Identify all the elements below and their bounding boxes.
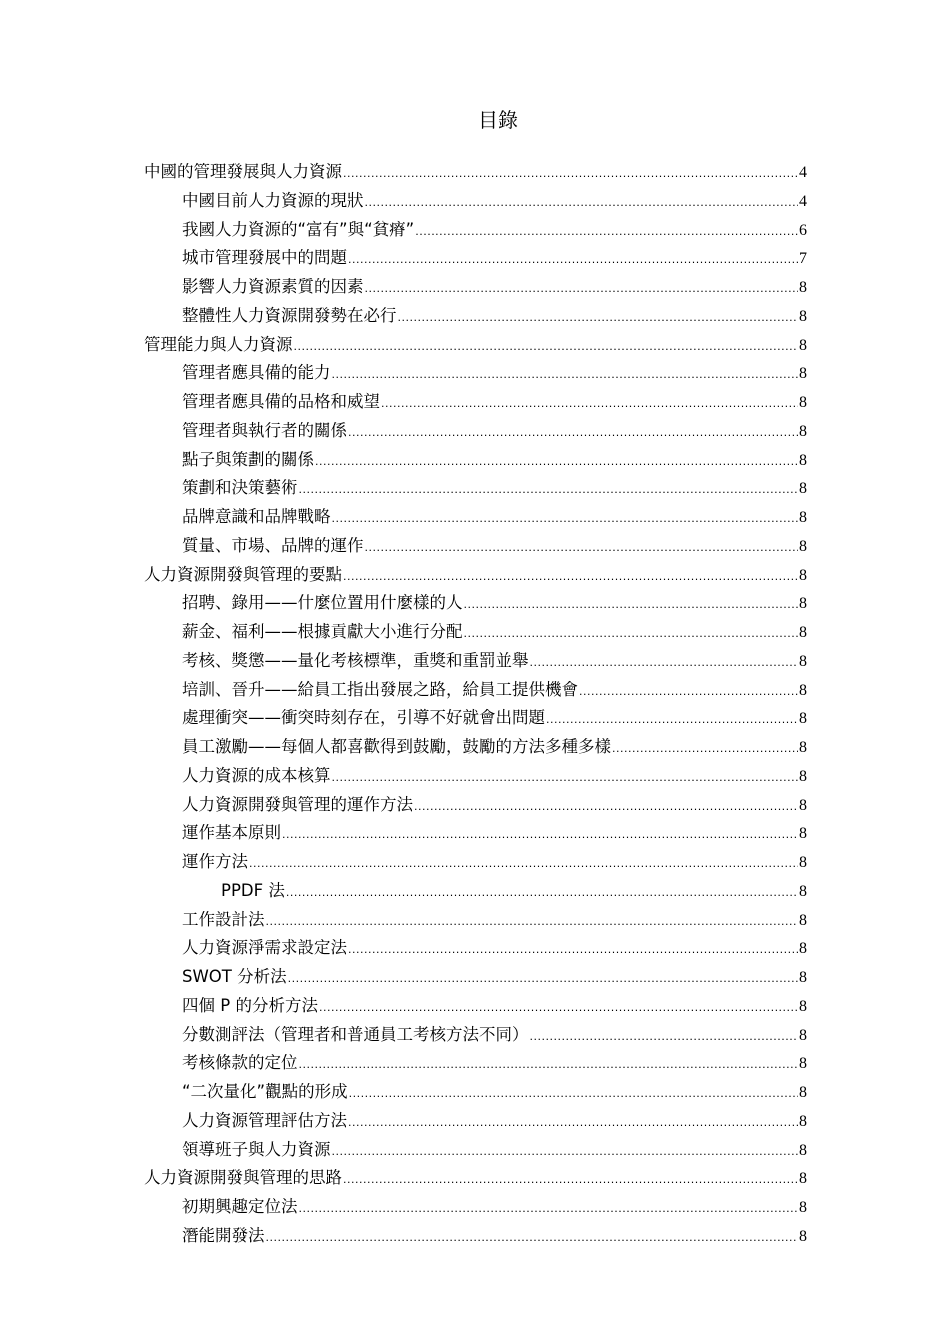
toc-entry[interactable] bbox=[144, 992, 807, 1021]
toc-entry-page-number: 8 bbox=[799, 422, 807, 440]
dot-leader bbox=[282, 821, 798, 850]
toc-entry-page-number: 8 bbox=[799, 1084, 807, 1101]
toc-entry[interactable] bbox=[144, 791, 807, 820]
dot-leader bbox=[530, 649, 799, 678]
dot-leader bbox=[299, 476, 799, 505]
toc-entry[interactable] bbox=[144, 503, 807, 532]
toc-entry-page-number: 4 bbox=[799, 164, 807, 181]
dot-leader bbox=[332, 764, 799, 793]
toc-entry-title: 薪金、福利——根據貢獻大小進行分配 bbox=[182, 622, 463, 641]
toc-entry[interactable] bbox=[144, 331, 807, 360]
toc-entry-page-number: 8 bbox=[799, 710, 807, 728]
toc-entry[interactable] bbox=[144, 187, 807, 216]
toc-entry[interactable] bbox=[144, 906, 807, 935]
toc-entry-title: 運作基本原則 bbox=[182, 823, 281, 843]
dot-leader bbox=[415, 218, 798, 247]
toc-entry-page-number: 8 bbox=[799, 1141, 807, 1159]
toc-entry-page-number: 8 bbox=[799, 969, 807, 986]
toc-entry[interactable] bbox=[144, 1136, 807, 1165]
toc-entry-page-number: 8 bbox=[799, 566, 807, 584]
toc-entry-page-number: 8 bbox=[799, 394, 807, 411]
toc-entry-page-number: 8 bbox=[799, 480, 807, 498]
toc-entry-title: 員工激勵——每個人都喜歡得到鼓勵，鼓勵的方法多種多樣 bbox=[182, 737, 611, 756]
page-title: 目錄 bbox=[478, 108, 518, 132]
toc-entry-title: 人力資源開發與管理的思路 bbox=[144, 1168, 342, 1188]
toc-entry[interactable] bbox=[144, 158, 807, 187]
dot-leader bbox=[464, 591, 799, 620]
toc-entry-page-number: 8 bbox=[799, 739, 807, 756]
toc-entry-page-number: 8 bbox=[799, 825, 807, 843]
toc-entry-title: 處理衝突——衝突時刻存在，引導不好就會出問題 bbox=[182, 708, 545, 728]
toc-entry[interactable] bbox=[144, 647, 807, 676]
toc-entry-page-number: 8 bbox=[799, 365, 807, 383]
toc-entry[interactable] bbox=[144, 934, 807, 963]
toc-entry-title: 人力資源的成本核算 bbox=[182, 765, 331, 785]
toc-entry-title: 培訓、晉升——給員工指出發展之路，給員工提供機會 bbox=[182, 679, 578, 699]
toc-entry-title: 四個 P 的分析方法 bbox=[182, 995, 318, 1015]
dot-leader bbox=[365, 189, 799, 218]
toc-entry-page-number: 4 bbox=[799, 192, 807, 210]
toc-entry-page-number: 8 bbox=[799, 1055, 807, 1073]
toc-entry-page-number: 8 bbox=[799, 509, 807, 526]
dot-leader bbox=[249, 850, 798, 879]
toc-entry-title: 工作設計法 bbox=[182, 909, 265, 929]
toc-entry[interactable] bbox=[144, 733, 807, 762]
dot-leader bbox=[294, 333, 799, 362]
toc-entry-title: 人力資源淨需求設定法 bbox=[182, 938, 347, 958]
toc-entry[interactable] bbox=[144, 819, 807, 848]
toc-entry-page-number: 8 bbox=[799, 1227, 807, 1245]
toc-entry[interactable] bbox=[144, 446, 807, 475]
toc-entry-title: 品牌意識和品牌戰略 bbox=[182, 507, 331, 526]
toc-entry-page-number: 8 bbox=[799, 767, 807, 785]
toc-entry-page-number: 8 bbox=[799, 911, 807, 929]
toc-entry-page-number: 8 bbox=[799, 1170, 807, 1188]
toc-entry[interactable] bbox=[144, 273, 807, 302]
toc-entry-page-number: 8 bbox=[799, 537, 807, 555]
toc-entry[interactable] bbox=[144, 963, 807, 992]
dot-leader bbox=[299, 1195, 799, 1224]
toc-entry[interactable] bbox=[144, 474, 807, 503]
toc-entry-title: 點子與策劃的關係 bbox=[182, 449, 314, 469]
toc-entry[interactable] bbox=[144, 388, 807, 417]
toc-entry-page-number: 8 bbox=[799, 595, 807, 613]
toc-entry-title: 影響人力資源素質的因素 bbox=[182, 277, 364, 296]
toc-entry-page-number: 8 bbox=[799, 1199, 807, 1216]
toc-entry-page-number: 8 bbox=[799, 624, 807, 641]
toc-entry[interactable] bbox=[144, 1222, 807, 1251]
toc-entry-title: 考核條款的定位 bbox=[182, 1053, 298, 1073]
toc-entry-title: SWOT 分析法 bbox=[182, 967, 287, 986]
toc-entry-page-number: 8 bbox=[799, 796, 807, 814]
dot-leader bbox=[288, 965, 798, 994]
toc-entry-page-number: 8 bbox=[799, 854, 807, 871]
toc-entry-title: 招聘、錄用——什麼位置用什麼樣的人 bbox=[182, 593, 463, 613]
dot-leader bbox=[349, 1080, 798, 1109]
dot-leader bbox=[365, 534, 799, 563]
toc-entry-title: 運作方法 bbox=[182, 852, 248, 871]
toc-entry-title: 潛能開發法 bbox=[182, 1225, 265, 1245]
toc-entry-page-number: 8 bbox=[799, 451, 807, 469]
toc-entry-title: 我國人力資源的“富有”與“貧瘠” bbox=[182, 219, 415, 239]
toc-entry-title: 初期興趣定位法 bbox=[182, 1197, 298, 1216]
toc-entry-title: 中國的管理發展與人力資源 bbox=[144, 162, 342, 181]
toc-entry-page-number: 6 bbox=[799, 221, 807, 239]
toc-entry-page-number: 8 bbox=[799, 940, 807, 958]
toc-entry-title: 分數測評法（管理者和普通員工考核方法不同） bbox=[182, 1024, 529, 1044]
dot-leader bbox=[414, 793, 798, 822]
dot-leader bbox=[612, 735, 798, 764]
dot-leader bbox=[348, 936, 798, 965]
toc-entry[interactable] bbox=[144, 848, 807, 877]
toc-entry-page-number: 8 bbox=[799, 336, 807, 354]
toc-entry-page-number: 8 bbox=[799, 279, 807, 296]
dot-leader bbox=[365, 275, 799, 304]
dot-leader bbox=[299, 1051, 799, 1080]
toc-entry[interactable] bbox=[144, 561, 807, 590]
dot-leader bbox=[332, 505, 799, 534]
toc-entry[interactable] bbox=[144, 532, 807, 561]
dot-leader bbox=[381, 390, 798, 419]
dot-leader bbox=[464, 620, 799, 649]
table-of-contents bbox=[144, 158, 807, 1251]
toc-entry-title: 管理者應具備的品格和威望 bbox=[182, 392, 380, 411]
toc-entry-page-number: 8 bbox=[799, 1112, 807, 1130]
dot-leader bbox=[348, 246, 798, 275]
toc-entry-title: 中國目前人力資源的現狀 bbox=[182, 190, 364, 210]
dot-leader bbox=[286, 879, 798, 908]
dot-leader bbox=[266, 908, 799, 937]
toc-entry-title: 質量、市場、品牌的運作 bbox=[182, 535, 364, 555]
toc-entry[interactable] bbox=[144, 762, 807, 791]
toc-entry-title: 人力資源管理評估方法 bbox=[182, 1110, 347, 1130]
dot-leader bbox=[315, 448, 798, 477]
toc-entry-page-number: 8 bbox=[799, 997, 807, 1015]
toc-entry-title: 管理能力與人力資源 bbox=[144, 334, 293, 354]
toc-entry-title: 管理者應具備的能力 bbox=[182, 363, 331, 383]
dot-leader bbox=[319, 994, 798, 1023]
dot-leader bbox=[266, 1224, 799, 1253]
dot-leader bbox=[343, 563, 798, 592]
toc-entry-title: 人力資源開發與管理的要點 bbox=[144, 564, 342, 584]
toc-entry-page-number: 8 bbox=[799, 1026, 807, 1044]
toc-entry[interactable] bbox=[144, 877, 807, 906]
toc-entry-title: 考核、獎懲——量化考核標準，重獎和重罰並舉 bbox=[182, 650, 529, 670]
toc-entry-page-number: 8 bbox=[799, 652, 807, 670]
dot-leader bbox=[343, 160, 798, 189]
toc-entry[interactable] bbox=[144, 302, 807, 331]
toc-entry[interactable] bbox=[144, 216, 807, 245]
toc-entry[interactable] bbox=[144, 1078, 807, 1107]
toc-entry[interactable] bbox=[144, 676, 807, 705]
toc-entry-title: 整體性人力資源開發勢在必行 bbox=[182, 305, 397, 325]
toc-entry[interactable] bbox=[144, 359, 807, 388]
dot-leader bbox=[546, 706, 798, 735]
dot-leader bbox=[343, 1166, 798, 1195]
dot-leader bbox=[348, 1109, 798, 1138]
toc-entry[interactable] bbox=[144, 704, 807, 733]
toc-entry[interactable] bbox=[144, 589, 807, 618]
toc-entry-page-number: 8 bbox=[799, 681, 807, 699]
dot-leader bbox=[332, 1138, 799, 1167]
dot-leader bbox=[332, 361, 799, 390]
toc-entry-title: 策劃和決策藝術 bbox=[182, 478, 298, 498]
dot-leader bbox=[348, 419, 798, 448]
dot-leader bbox=[398, 304, 799, 333]
toc-entry-title: 人力資源開發與管理的運作方法 bbox=[182, 794, 413, 814]
toc-entry[interactable] bbox=[144, 1049, 807, 1078]
toc-entry[interactable] bbox=[144, 1164, 807, 1193]
toc-entry[interactable] bbox=[144, 244, 807, 273]
dot-leader bbox=[530, 1023, 799, 1052]
toc-entry[interactable] bbox=[144, 618, 807, 647]
dot-leader bbox=[579, 678, 798, 707]
toc-entry-page-number: 8 bbox=[799, 307, 807, 325]
toc-entry-page-number: 7 bbox=[799, 250, 807, 268]
toc-entry-title: 管理者與執行者的關係 bbox=[182, 420, 347, 440]
toc-entry[interactable] bbox=[144, 417, 807, 446]
toc-entry-title: “二次量化”觀點的形成 bbox=[182, 1082, 348, 1101]
toc-entry[interactable] bbox=[144, 1107, 807, 1136]
toc-entry-title: 領導班子與人力資源 bbox=[182, 1139, 331, 1159]
toc-entry-page-number: 8 bbox=[799, 882, 807, 900]
toc-entry-title: 城市管理發展中的問題 bbox=[182, 248, 347, 268]
toc-entry[interactable] bbox=[144, 1021, 807, 1050]
toc-entry[interactable] bbox=[144, 1193, 807, 1222]
toc-entry-title: PPDF 法 bbox=[221, 880, 285, 900]
